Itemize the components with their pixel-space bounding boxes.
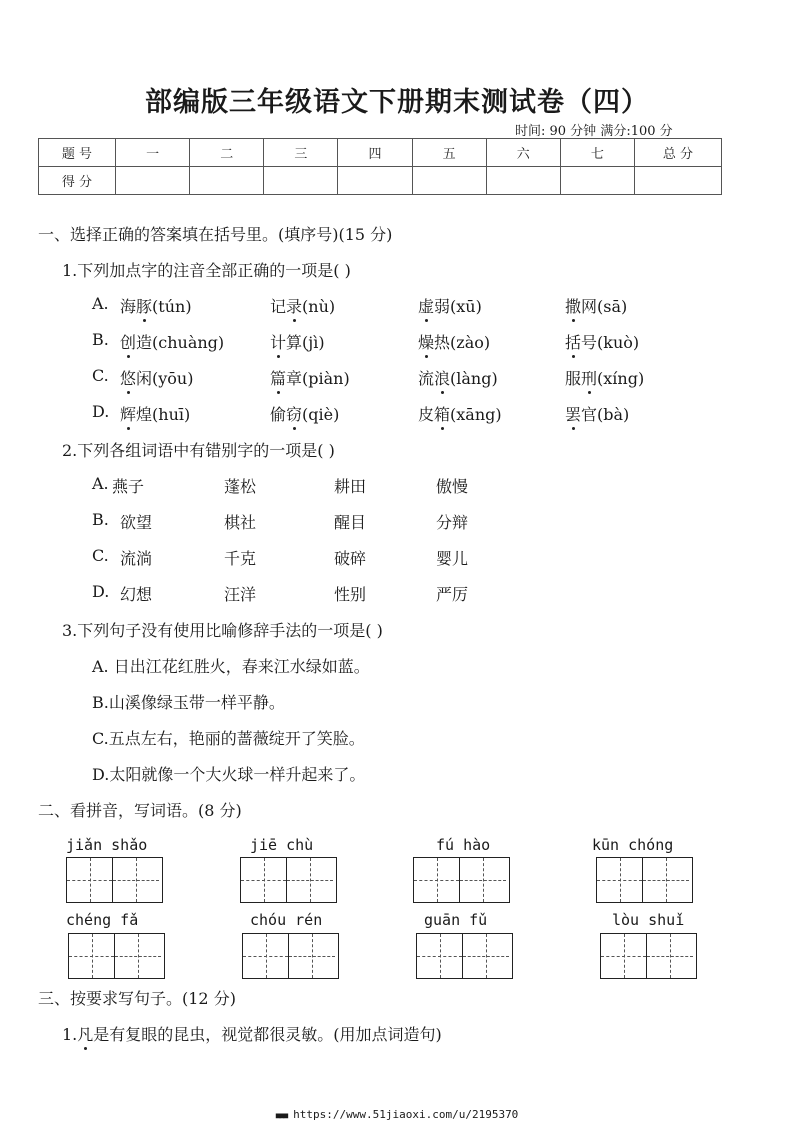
dotted-char: 刑 (581, 366, 597, 389)
dotted-char: 虚 (418, 294, 434, 317)
dotted-char: 录 (286, 294, 302, 317)
q1-stem: 1.下列加点字的注音全部正确的一项是( ) (62, 261, 351, 280)
q2-option-label: B. (92, 510, 109, 529)
score-table-header-row (39, 139, 722, 167)
q2-word: 燕子 (112, 477, 145, 496)
section1-heading: 一、选择正确的答案填在括号里。(填序号)(15 分) (38, 225, 393, 244)
pinyin-part: (nù) (302, 297, 336, 316)
dotted-char: 燥 (418, 330, 434, 353)
score-header-cell: 总 分 (635, 139, 722, 167)
pinyin-part: 闲(yōu) (136, 369, 194, 388)
dotted-char: 豚 (136, 294, 152, 317)
q1-word (565, 330, 639, 353)
word-part: 服 (565, 369, 582, 388)
section2-heading: 二、看拼音，写词语。(8 分) (38, 801, 242, 820)
score-input-cell[interactable] (190, 167, 264, 195)
q2-word: 耕田 (334, 477, 367, 496)
q3-option: D.太阳就像一个大火球一样升起来了。 (92, 765, 366, 784)
grid-cell[interactable] (113, 858, 159, 902)
q1-word (120, 294, 192, 317)
score-header-cell: 题 号 (39, 139, 116, 167)
q1-option-label: B. (92, 330, 109, 349)
score-table-score-row (39, 167, 722, 195)
score-header-cell: 七 (560, 139, 634, 167)
grid-cell[interactable] (414, 858, 460, 902)
q1-word (270, 366, 350, 389)
score-input-cell[interactable] (560, 167, 634, 195)
word-part: 记 (270, 297, 287, 316)
writing-grid[interactable] (240, 857, 337, 903)
score-input-cell[interactable] (264, 167, 338, 195)
page-title: 部编版三年级语文下册期末测试卷（四） (145, 87, 649, 118)
pinyin-label: guān fǔ (424, 911, 488, 929)
score-input-cell[interactable] (412, 167, 486, 195)
grid-cell[interactable] (67, 858, 113, 902)
q1-word (120, 330, 224, 353)
grid-cell[interactable] (241, 858, 287, 902)
word-part: 海 (120, 297, 137, 316)
q1-option-label: A. (92, 294, 109, 313)
q2-word: 蓬松 (224, 477, 257, 496)
q1-word (120, 366, 193, 389)
pinyin-part: 弱(xū) (434, 297, 482, 316)
word-part: 皮 (418, 405, 435, 424)
word-part: 偷 (270, 405, 287, 424)
q2-word: 棋社 (224, 513, 257, 532)
q2-stem: 2.下列各组词语中有错别字的一项是( ) (62, 441, 335, 460)
score-header-cell: 六 (486, 139, 560, 167)
score-header-cell: 五 (412, 139, 486, 167)
pinyin-part: 号(kuò) (581, 333, 640, 352)
dotted-char: 括 (565, 330, 581, 353)
dotted-char: 撒 (565, 294, 581, 317)
q1-word (270, 294, 335, 317)
q2-option-label: A. (92, 474, 109, 493)
writing-grid[interactable] (416, 933, 513, 979)
score-row-label: 得 分 (39, 167, 116, 195)
score-input-cell[interactable] (338, 167, 412, 195)
grid-cell[interactable] (243, 934, 289, 978)
section3-q1 (62, 1022, 442, 1045)
score-header-cell: 二 (190, 139, 264, 167)
score-header-cell: 一 (116, 139, 190, 167)
pinyin-label: fú hào (436, 836, 491, 854)
grid-cell[interactable] (287, 858, 333, 902)
score-header-cell: 三 (264, 139, 338, 167)
q1-word (270, 330, 325, 353)
pinyin-label: kūn chóng (592, 836, 674, 854)
dotted-char: 凡 (77, 1022, 93, 1045)
footer-url[interactable]: https://www.51jiaoxi.com/u/2195370 (293, 1108, 519, 1121)
writing-grid[interactable] (413, 857, 510, 903)
q2-word: 幻想 (120, 585, 153, 604)
q2-word: 婴儿 (436, 549, 469, 568)
pinyin-part: (qiè) (302, 405, 340, 424)
dotted-char: 浪 (434, 366, 450, 389)
pinyin-part: 热(zào) (434, 333, 491, 352)
q2-word: 欲望 (120, 513, 153, 532)
section3-heading: 三、按要求写句子。(12 分) (38, 989, 236, 1008)
q2-word: 傲慢 (436, 477, 469, 496)
dotted-char: 辉 (120, 402, 136, 425)
q1-word (565, 366, 644, 389)
q3-stem: 3.下列句子没有使用比喻修辞手法的一项是( ) (62, 621, 383, 640)
footer-logo-mark: ■■■ (275, 1111, 288, 1120)
q2-word: 破碎 (334, 549, 367, 568)
pinyin-label: chéng fǎ (66, 911, 139, 929)
q2-word: 千克 (224, 549, 257, 568)
q2-option-label: C. (92, 546, 109, 565)
q2-word: 性别 (334, 585, 367, 604)
q3-option: A. 日出江花红胜火，春来江水绿如蓝。 (92, 657, 370, 676)
q2-option-label: D. (92, 582, 110, 601)
word-part: 流 (418, 369, 435, 388)
grid-cell[interactable] (647, 934, 693, 978)
pinyin-label: jiǎn shǎo (66, 836, 148, 854)
writing-grid[interactable] (242, 933, 339, 979)
pinyin-label: lòu shuǐ (612, 911, 685, 929)
pinyin-label: chóu rén (250, 911, 323, 929)
footer (0, 1108, 794, 1121)
writing-grid[interactable] (68, 933, 165, 979)
grid-cell[interactable] (289, 934, 335, 978)
q1-word (270, 402, 339, 425)
q1-word (120, 402, 190, 425)
q-number: 1. (62, 1025, 78, 1044)
pinyin-label: jiē chù (250, 836, 314, 854)
score-input-cell[interactable] (635, 167, 722, 195)
score-input-cell[interactable] (116, 167, 190, 195)
q1-word (418, 294, 482, 317)
writing-grid[interactable] (596, 857, 693, 903)
writing-grid[interactable] (600, 933, 697, 979)
writing-grid[interactable] (66, 857, 163, 903)
grid-cell[interactable] (597, 858, 643, 902)
q1-word (565, 294, 627, 317)
pinyin-part: (làng) (450, 369, 498, 388)
q2-word: 分辩 (436, 513, 469, 532)
grid-cell[interactable] (601, 934, 647, 978)
pinyin-part: (xāng) (450, 405, 502, 424)
grid-cell[interactable] (115, 934, 161, 978)
exam-meta: 时间: 90 分钟 满分:100 分 (515, 124, 673, 139)
q1-word (418, 402, 502, 425)
q2-word: 流淌 (120, 549, 153, 568)
dotted-char: 窃 (286, 402, 302, 425)
q2-word: 醒目 (334, 513, 367, 532)
pinyin-part: 章(piàn) (286, 369, 350, 388)
pinyin-part: 造(chuàng) (136, 333, 225, 352)
dotted-char: 篇 (270, 366, 286, 389)
score-table (38, 138, 722, 195)
q1-word (418, 330, 490, 353)
pinyin-part: 网(sā) (581, 297, 628, 316)
dotted-char: 创 (120, 330, 136, 353)
score-header-cell: 四 (338, 139, 412, 167)
dotted-char: 悠 (120, 366, 136, 389)
grid-cell[interactable] (460, 858, 506, 902)
q1-option-label: C. (92, 366, 109, 385)
q-text: 是有复眼的昆虫，视觉都很灵敏。(用加点词造句) (93, 1025, 442, 1044)
q1-word (418, 366, 498, 389)
score-input-cell[interactable] (486, 167, 560, 195)
q1-word (565, 402, 629, 425)
pinyin-part: 官(bà) (581, 405, 630, 424)
q3-option: B.山溪像绿玉带一样平静。 (92, 693, 285, 712)
q2-word: 汪洋 (224, 585, 257, 604)
grid-cell[interactable] (643, 858, 689, 902)
grid-cell[interactable] (417, 934, 463, 978)
pinyin-part: 算(jì) (286, 333, 325, 352)
dotted-char: 计 (270, 330, 286, 353)
grid-cell[interactable] (69, 934, 115, 978)
pinyin-part: (tún) (152, 297, 192, 316)
pinyin-part: (xíng) (597, 369, 645, 388)
q1-option-label: D. (92, 402, 110, 421)
grid-cell[interactable] (463, 934, 509, 978)
pinyin-part: 煌(huī) (136, 405, 191, 424)
dotted-char: 罢 (565, 402, 581, 425)
q2-word: 严厉 (436, 585, 469, 604)
dotted-char: 箱 (434, 402, 450, 425)
q3-option: C.五点左右，艳丽的蔷薇绽开了笑脸。 (92, 729, 365, 748)
